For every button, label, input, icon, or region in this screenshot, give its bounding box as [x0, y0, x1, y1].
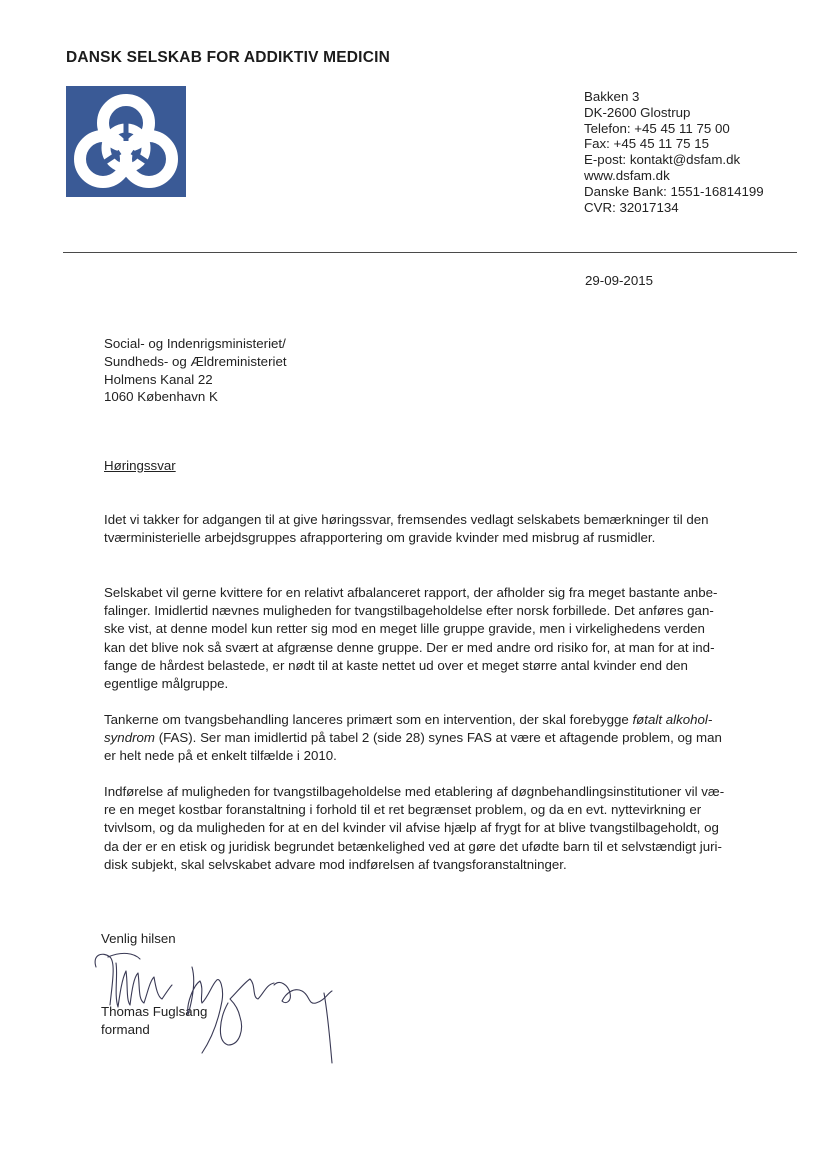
signer-name: Thomas Fuglsang: [101, 1004, 208, 1019]
recipient-address: [104, 335, 287, 406]
paragraph-intro: [104, 511, 754, 547]
recipient-line: Sundheds- og Ældreministeriet: [104, 353, 287, 369]
handwritten-signature-icon: [88, 945, 338, 1070]
paragraph-line: re en meget kostbar foranstaltning i forhold til et ret begrænset problem, og da en evt. nyttevirkning er: [104, 802, 702, 818]
signer-title: formand: [101, 1022, 150, 1037]
recipient-line: Holmens Kanal 22: [104, 371, 213, 387]
paragraph-line: falinger. Imidlertid nævnes muligheden for tvangstilbageholdelse efter norsk forbillede. Det anføres gan-: [104, 603, 714, 619]
paragraph-line: Indførelse af muligheden for tvangstilbageholdelse med etablering af døgnbehandlingsinstitutioner vil væ-: [104, 784, 725, 799]
recipient-line: Social- og Indenrigsministeriet/: [104, 336, 286, 351]
paragraph-line: ske vist, at denne model kun retter sig mod en meget lille gruppe gravide, men i virkelighedens verden: [104, 621, 705, 637]
biohazard-logo-icon: [66, 86, 186, 197]
contact-fax: Fax: +45 45 11 75 15: [584, 136, 710, 152]
organization-name: DANSK SELSKAB FOR ADDIKTIV MEDICIN: [66, 49, 390, 66]
paragraph-fas: [104, 711, 754, 766]
paragraph-line: tvivlsom, og da muligheden for at en del kvinder vil afvise hjælp af frygt for at blive tvangstilbageholdt, og: [104, 820, 719, 836]
header-divider: [63, 252, 797, 253]
paragraph-line: Selskabet vil gerne kvittere for en relativt afbalanceret rapport, der afholder sig fra meget bastante anbe-: [104, 585, 718, 600]
paragraph-line: da der er en etisk og juridisk begrundet betænkelighed ved at gøre det ufødte barn til et selvstændigt juri-: [104, 838, 722, 854]
paragraph-italic: syndrom: [104, 730, 155, 746]
paragraph-line: kan det blive nok så svært at afgrænse denne gruppe. Der er med andre ord risiko for, at man for at ind-: [104, 639, 715, 655]
paragraph-italic: føtalt alkohol-: [632, 712, 713, 727]
paragraph-line: tværministerielle arbejdsgruppes afrapportering om gravide kvinder med misbrug af rusmidler.: [104, 530, 656, 546]
closing-greeting: Venlig hilsen: [101, 931, 176, 946]
contact-cvr: CVR: 32017134: [584, 199, 679, 215]
contact-postal: DK-2600 Glostrup: [584, 104, 691, 120]
paragraph-line: [104, 711, 754, 729]
contact-phone: Telefon: +45 45 11 75 00: [584, 120, 730, 136]
paragraph-text: (FAS). Ser man imidlertid på tabel 2 (side 28) synes FAS at være et aftagende problem, og man: [155, 730, 722, 746]
contact-address: Bakken 3: [584, 89, 640, 104]
contact-email: E-post: kontakt@dsfam.dk: [584, 152, 741, 168]
paragraph-line: Idet vi takker for adgangen til at give høringssvar, fremsendes vedlagt selskabets bemærkninger til den: [104, 512, 709, 527]
paragraph-line: er helt nede på et enkelt tilfælde i 2010.: [104, 748, 337, 764]
paragraph-line: disk subjekt, skal selvskabet advare mod indførelsen af tvangsforanstaltninger.: [104, 856, 567, 872]
contact-bank: Danske Bank: 1551-16814199: [584, 183, 764, 199]
paragraph-line: fange de hårdest belastede, er nødt til at kaste nettet ud over et meget større antal kvinder end den: [104, 657, 688, 673]
letter-date: 29-09-2015: [585, 273, 654, 288]
paragraph-line: egentlige målgruppe.: [104, 676, 229, 692]
paragraph-line: [104, 729, 754, 747]
contact-block: [584, 89, 764, 215]
paragraph-conclusion: [104, 783, 754, 874]
paragraph-text: Tankerne om tvangsbehandling lanceres primært som en intervention, der skal forebygge: [104, 712, 633, 727]
contact-website: www.dsfam.dk: [584, 167, 670, 183]
recipient-line: 1060 København K: [104, 389, 218, 405]
letter-subject: Høringssvar: [104, 458, 176, 473]
paragraph-assessment: [104, 584, 754, 693]
